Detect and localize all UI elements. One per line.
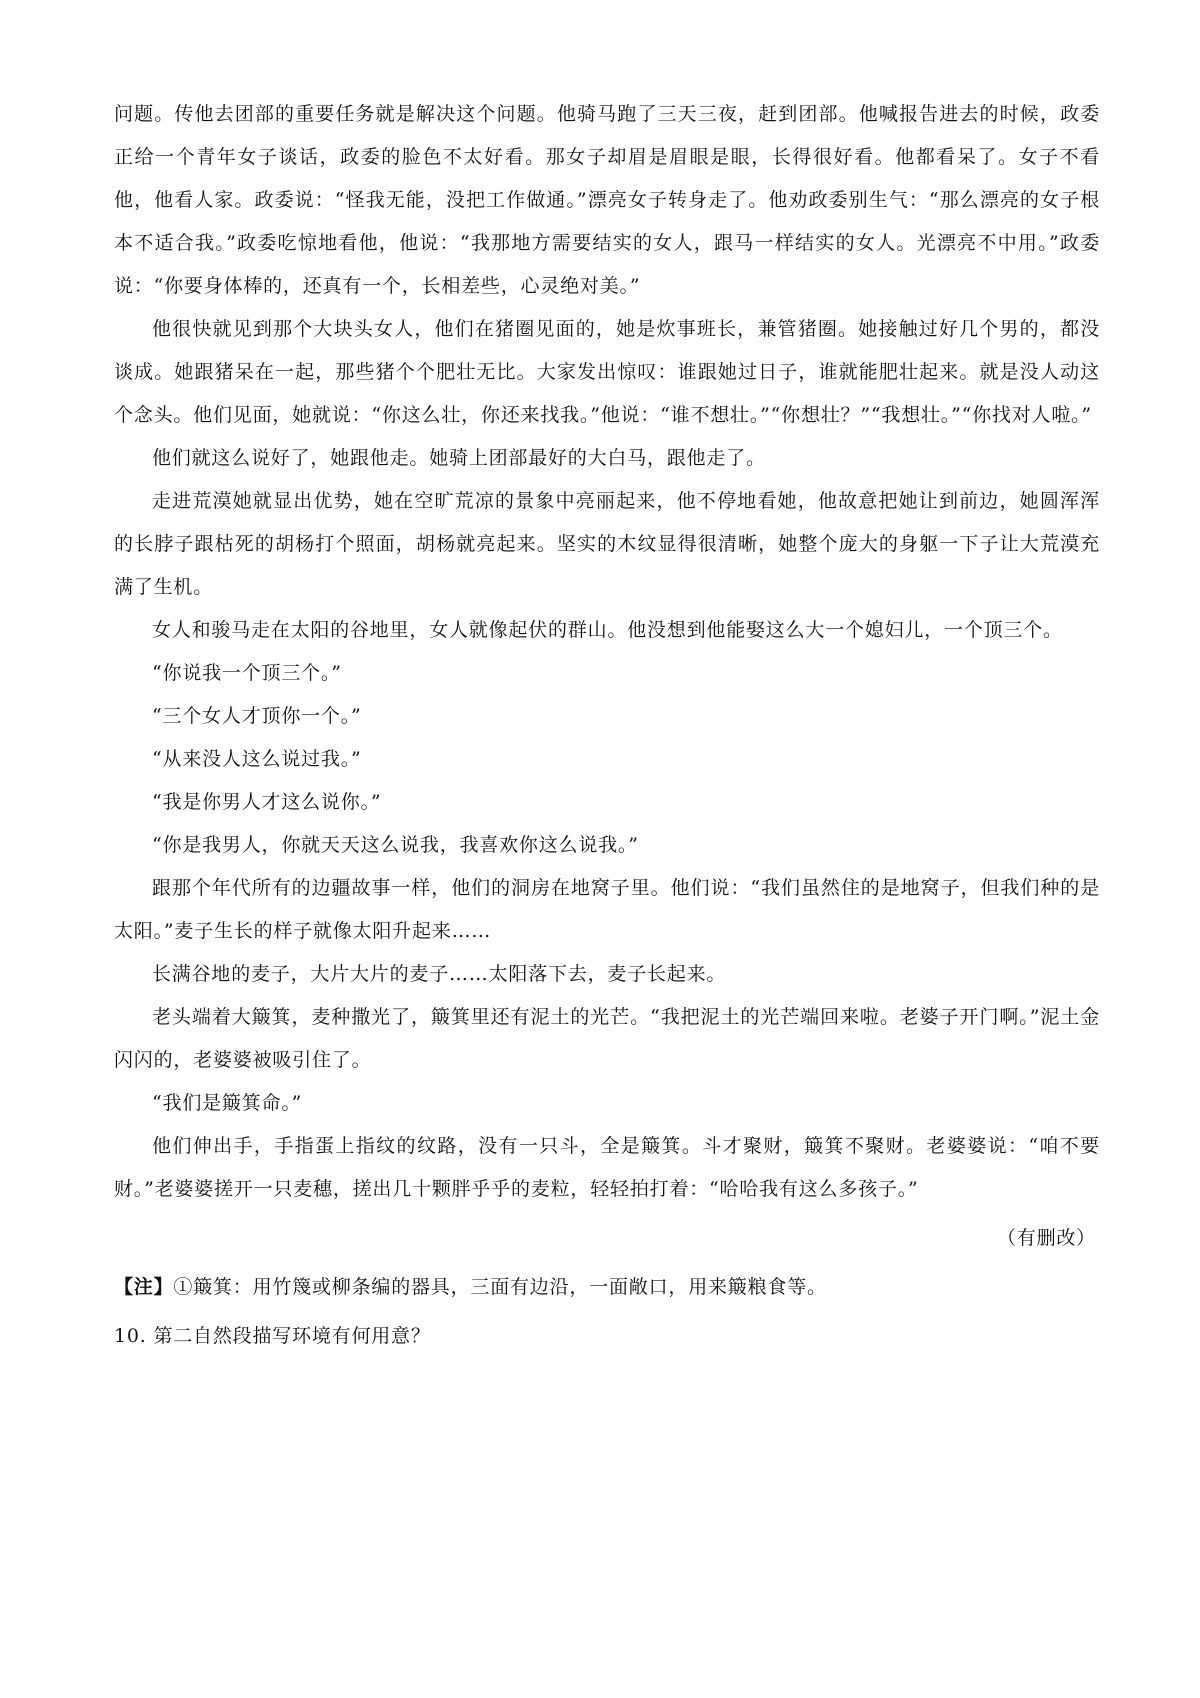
source-credit: （有删改） [996,1227,1096,1249]
question-10: 10. 第二自然段描写环境有何用意？ [114,1325,431,1347]
paragraph: 老头端着大簸箕，麦种撒光了，簸箕里还有泥土的光芒。“我把泥土的光芒端回来啦。老婆子开门啊。”泥土金闪闪的，老婆婆被吸引住了。 [114,1006,1100,1071]
footnote [114,1266,1100,1309]
paragraph: 女人和骏马走在太阳的谷地里，女人就像起伏的群山。他没想到他能娶这么大一个媳妇儿，一个顶三个。 [152,619,1063,641]
paragraph: 他们就这么说好了，她跟他走。她骑上团部最好的大白马，跟他走了。 [152,447,766,469]
footnote-label: 【注】 [114,1276,174,1298]
paragraph: 问题。传他去团部的重要任务就是解决这个问题。他骑马跑了三天三夜，赶到团部。他喊报告进去的时候，政委正给一个青年女子谈话，政委的脸色不太好看。那女子却眉是眉眼是眼，长得很好看。他都看呆了。女子不看他，他看人家。政委说：“怪我无能，没把工作做通。”漂亮女子转身走了。他劝政委别生气：“那么漂亮的女子根本不适合我。”政委吃惊地看他，他说：“我那地方需要结实的女人，跟马一样结实的女人。光漂亮不中用。”政委说：“你要身体棒的，还真有一个，长相差些，心灵绝对美。” [114,103,1100,297]
paragraph: 走进荒漠她就显出优势，她在空旷荒凉的景象中亮丽起来，他不停地看她，他故意把她让到前边，她圆浑浑的长脖子跟枯死的胡杨打个照面，胡杨就亮起来。坚实的木纹显得很清晰，她整个庞大的身躯一下子让大荒漠充满了生机。 [114,490,1100,598]
dialogue-line: “你说我一个顶三个。” [152,662,342,684]
dialogue-line: “从来没人这么说过我。” [152,748,362,770]
article-body [114,93,1100,1358]
paragraph: 他们伸出手，手指蛋上指纹的纹路，没有一只斗，全是簸箕。斗才聚财，簸箕不聚财。老婆婆说：“咱不要财。”老婆婆搓开一只麦穗，搓出几十颗胖乎乎的麦粒，轻轻拍打着：“哈哈我有这么多孩子。” [114,1135,1100,1200]
dialogue-line: “你是我男人，你就天天这么说我，我喜欢你这么说我。” [152,834,639,856]
paragraph: 长满谷地的麦子，大片大片的麦子……太阳落下去，麦子长起来。 [152,963,727,985]
paragraph: 跟那个年代所有的边疆故事一样，他们的洞房在地窝子里。他们说：“我们虽然住的是地窝子，但我们种的是太阳。”麦子生长的样子就像太阳升起来…… [114,877,1100,942]
dialogue-line: “我们是簸箕命。” [152,1092,303,1114]
paragraph: 他很快就见到那个大块头女人，他们在猪圈见面的，她是炊事班长，兼管猪圈。她接触过好几个男的，都没谈成。她跟猪呆在一起，那些猪个个肥壮无比。大家发出惊叹：谁跟她过日子，谁就能肥壮起来。就是没人动这个念头。他们见面，她就说：“你这么壮，你还来找我。”他说：“谁不想壮。”“你想壮？”“我想壮。”“你找对人啦。” [114,318,1100,426]
footnote-text: ①簸箕：用竹篾或柳条编的器具，三面有边沿，一面敞口，用来簸粮食等。 [173,1276,827,1298]
dialogue-line: “我是你男人才这么说你。” [152,791,382,813]
dialogue-line: “三个女人才顶你一个。” [152,705,362,727]
